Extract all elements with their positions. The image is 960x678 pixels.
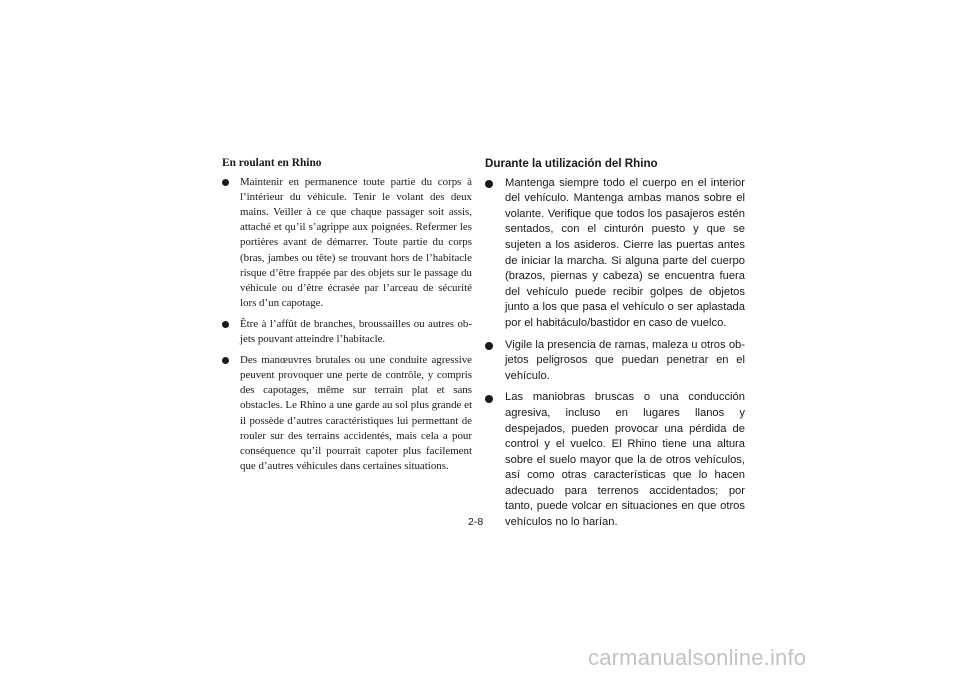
list-item-text: Mantenga siempre todo el cuerpo en el interior del vehículo. Mantenga ambas manos sobre el volante. Verifique que todos los pasajeros estén sentados, con el cinturón puesto y que se sujeten a los asideros. Cierre las puertas antes de iniciar la marcha. Si alguna parte del cuerpo (brazos, piernas y cabeza) se encuentra fuera del vehículo puede recibir golpes de objetos junto a los que pasa el vehículo o ser aplastada por el habitáculo/bastidor en caso de vuelco. [505, 176, 745, 329]
list-item [222, 317, 472, 347]
list-item [485, 338, 745, 385]
french-heading: En roulant en Rhino [222, 157, 322, 169]
list-item-text: Maintenir en permanence toute partie du corps à l’intérieur du véhicule. Tenir le volant des deux mains. Veiller à ce que chaque passager soit assis, attaché et qu’il s’agrippe aux poignées. Refermer les portières avant de démarrer. Toute partie du corps (bras, jambes ou tête) se trouvant hors de l’habitacle risque d’être frappée par des objets sur le passage du véhicule ou d’être écrasée par l’arceau de sécurité lors d’un capotage. [240, 176, 472, 309]
page-number: 2-8 [468, 516, 484, 528]
bullet-icon [485, 180, 493, 188]
spanish-heading: Durante la utilización del Rhino [485, 157, 658, 170]
bullet-icon [222, 179, 229, 186]
list-item [222, 353, 472, 474]
bullet-icon [485, 395, 493, 403]
list-item [485, 390, 745, 530]
bullet-icon [485, 342, 493, 350]
spanish-bullet-list [483, 176, 745, 531]
french-column [222, 150, 472, 480]
list-item-text: Vigile la presencia de ramas, maleza u otros objetos peligrosos que puedan penetrar en el vehículo. [505, 338, 745, 382]
french-bullet-list [222, 175, 472, 474]
list-item [222, 175, 472, 311]
list-item [485, 176, 745, 332]
bullet-icon [222, 321, 229, 328]
list-item-text: Las maniobras bruscas o una conducción agresiva, incluso en lugares llanos y despejados, pueden provocar una pérdida de control y el vuelco. El Rhino tiene una altura sobre el suelo mayor que la de otros vehículos, así como otras características que lo hacen adecuado para terrenos accidentados; por tanto, puede volcar en situaciones en que otros vehículos no lo harían. [505, 391, 745, 529]
list-item-text: Des manœuvres brutales ou une conduite agressive peuvent provoquer une perte de contrôle, y compris des capotages, même sur terrain plat et sans obstacles. Le Rhino a une garde au sol plus grande et il possède d’autres caractéristiques lui permettant de rouler sur des terrains accidentés, mais cela a pour conséquence qu’il pourrait capoter plus facilement que d’autres véhicules dans certaines situations. [240, 354, 472, 472]
list-item-text: Être à l’affût de branches, broussailles ou autres objets pouvant atteindre l’habitacle. [240, 317, 472, 346]
watermark: carmanualsonline.info [588, 645, 807, 670]
bullet-icon [222, 357, 229, 364]
spanish-column [483, 150, 745, 537]
